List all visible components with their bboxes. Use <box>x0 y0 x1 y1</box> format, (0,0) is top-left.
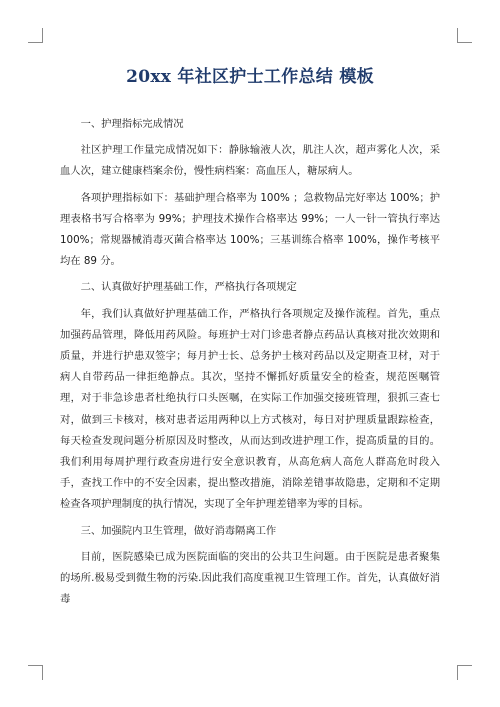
document-title: 20xx 年社区护士工作总结 模板 <box>126 67 374 87</box>
crop-mark-top-right <box>457 28 472 43</box>
paragraph-hygiene: 目前，医院感染已成为医院面临的突出的公共卫生问题。由于医院是患者聚集的场所.极易受到微生物的污染.因此我们高度重视卫生管理工作。首先，认真做好消毒 <box>60 550 440 606</box>
section-heading-2: 二、认真做好护理基础工作，严格执行各项规定 <box>80 281 297 294</box>
section-heading-1: 一、护理指标完成情况 <box>80 118 184 130</box>
section-heading-3: 三、加强院内卫生管理，做好消毒隔离工作 <box>80 524 277 537</box>
paragraph-indicators: 各项护理指标如下：基础护理合格率为 100% ；急救物品完好率达 100%；护理表格书写合格率为 99%；护理技术操作合格率达 99%；一人一针一管执行率达 100%；常规器械消毒灭菌合格率达 100%；三基训练合格率 100%，操作考核平均在 89 分。 <box>60 191 440 268</box>
crop-mark-bottom-left <box>28 665 43 680</box>
crop-mark-top-left <box>28 28 43 43</box>
paragraph-workload: 社区护理工作量完成情况如下：静脉输液人次，肌注人次，超声雾化人次，采血人次，建立健康档案余份，慢性病档案：高血压人，糖尿病人。 <box>60 144 440 178</box>
crop-mark-bottom-right <box>457 665 472 680</box>
paragraph-basic-work: 年，我们认真做好护理基础工作，严格执行各项规定及操作流程。首先，重点加强药品管理，降低用药风险。每班护士对门诊患者静点药品认真核对批次效期和质量，并进行护患双签字；每月护士长、总务护士核对药品以及定期查卫材，对于病人自带药品一律拒绝静点。其次，坚持不懈抓好质量安全的检查，规范医嘱管理，对于非急诊患者杜绝执行口头医嘱，在实际工作加强交接班管理，狠抓三查七对，做到三卡核对，核对患者运用两种以上方式核对，每日对护理质量跟踪检查，每天检查发现问题分析原因及时整改，从而达到改进护理工作，提高质量的目的。我们利用每周护理行政查房进行安全意识教育，从高危病人高危人群高危时段入手，查找工作中的不安全因素，提出整改措施，消除差错事故隐患，定期和不定期检查各项护理制度的执行情况，实现了全年护理差错率为零的目标。 <box>60 307 440 511</box>
document-body <box>60 114 440 615</box>
